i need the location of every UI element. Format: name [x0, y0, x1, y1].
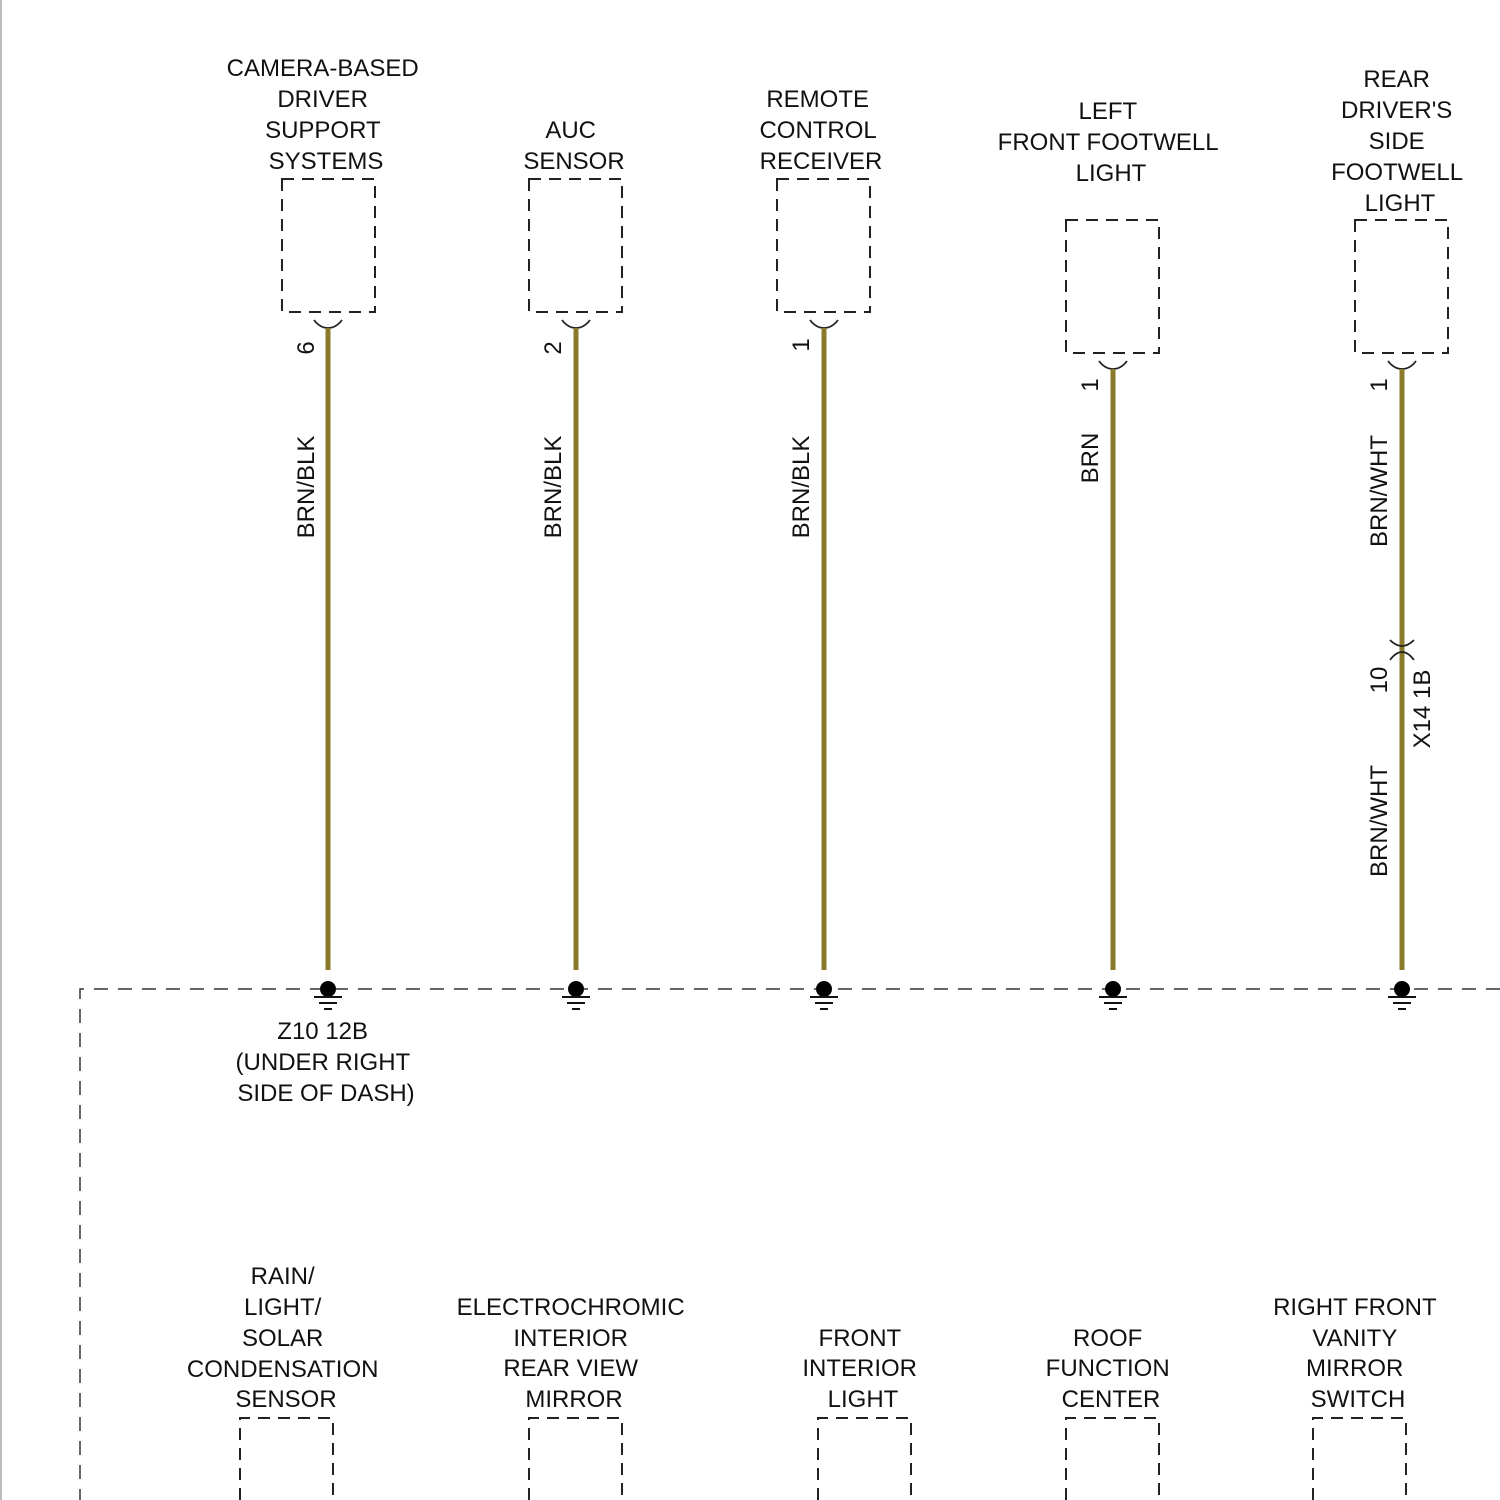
component-label: FRONT INTERIOR LIGHT [802, 1325, 917, 1413]
wire-color-label: BRN/BLK [293, 435, 320, 539]
ground-symbol [1099, 981, 1127, 1009]
component-label: REAR DRIVER'S SIDE FOOTWELL LIGHT [1331, 66, 1463, 217]
ground-name: Z10 12B [277, 1018, 369, 1045]
component-rain-light-solar-condensation-sensor [187, 1263, 385, 1500]
wire-color-label-after-connector: BRN/WHT [1366, 765, 1393, 877]
component-right-front-vanity-mirror-switch [1273, 1294, 1443, 1500]
ground-symbol [562, 981, 590, 1009]
component-front-interior-light [802, 1325, 923, 1500]
pin-number: 1 [1366, 378, 1393, 392]
pin-terminal [1388, 361, 1416, 369]
component-label: CAMERA-BASED DRIVER SUPPORT SYSTEMS [226, 55, 419, 175]
pin-number: 1 [1077, 378, 1104, 392]
wire-color-label: BRN [1077, 432, 1104, 484]
component-box [1313, 1418, 1406, 1500]
component-box [1066, 1418, 1159, 1500]
pin-terminal [562, 320, 590, 328]
component-remote-control-receiver [759, 86, 882, 1009]
component-label: ROOF FUNCTION CENTER [1045, 1325, 1170, 1413]
component-roof-function-center [1046, 1325, 1177, 1500]
pin-number: 6 [293, 341, 320, 355]
ground-label: Z10 12B (UNDER RIGHT SIDE OF DASH) [235, 1018, 415, 1107]
wire-color-label: BRN/BLK [788, 435, 815, 539]
ground-symbol [810, 981, 838, 1009]
ground-symbol [314, 981, 342, 1009]
component-box [240, 1418, 333, 1500]
component-box [1355, 220, 1448, 353]
wire-color-label: BRN/WHT [1366, 435, 1393, 547]
component-left-front-footwell-light [998, 98, 1225, 1009]
pin-terminal [1099, 361, 1127, 369]
component-label: REMOTE CONTROL RECEIVER [759, 86, 883, 175]
component-electrochromic-interior-rear-view-mirror [457, 1294, 692, 1500]
component-camera-based-driver-support [227, 55, 426, 1009]
ground-symbol [1388, 981, 1416, 1009]
wire-color-label: BRN/BLK [540, 435, 567, 539]
connector-name: X14 1B [1409, 669, 1436, 749]
pin-terminal [314, 320, 342, 328]
component-box [529, 179, 622, 312]
component-box [1066, 220, 1159, 353]
component-label: AUC SENSOR [523, 117, 625, 175]
pin-number: 2 [540, 341, 567, 355]
component-box [818, 1418, 911, 1500]
pin-terminal [810, 320, 838, 328]
component-label: ELECTROCHROMIC INTERIOR REAR VIEW MIRROR [456, 1294, 685, 1413]
component-rear-drivers-side-footwell-light [1331, 66, 1469, 1009]
component-box [529, 1418, 622, 1500]
component-box [282, 179, 375, 312]
component-label: RAIN/ LIGHT/ SOLAR CONDENSATION SENSOR [186, 1263, 379, 1413]
component-auc-sensor [523, 117, 624, 1009]
pin-number: 1 [788, 338, 815, 352]
component-label: RIGHT FRONT VANITY MIRROR SWITCH [1273, 1294, 1437, 1413]
connector-pin-number: 10 [1366, 666, 1393, 694]
component-box [777, 179, 870, 312]
component-label: LEFT FRONT FOOTWELL LIGHT [997, 98, 1218, 187]
